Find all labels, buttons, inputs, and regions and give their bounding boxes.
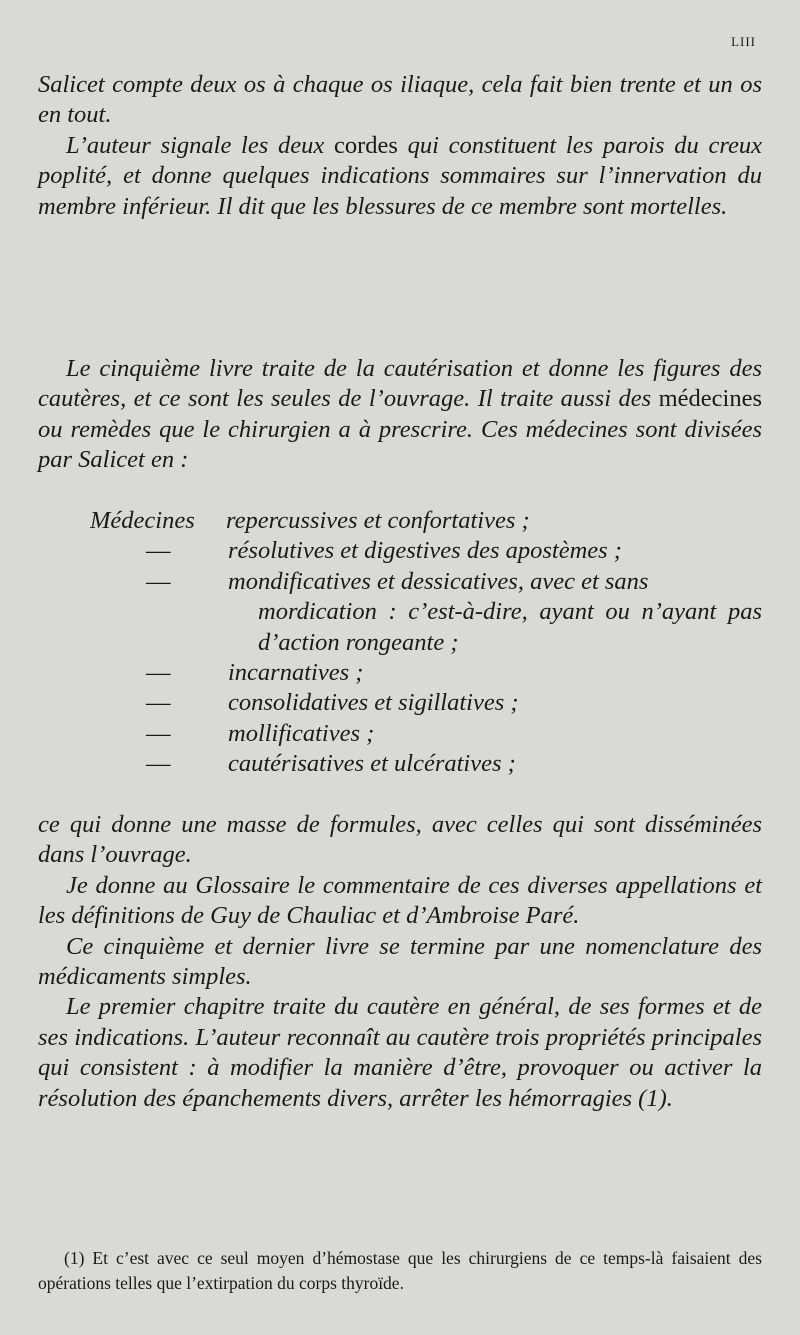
paragraph-block-3 [38,810,762,1114]
dash: — [146,567,171,595]
list-item [38,536,762,566]
list-item-text: cautérisatives et ulcératives ; [228,750,516,778]
dash: — [146,658,171,686]
footnote [38,1246,762,1296]
paragraph: Je donne au Glossaire le commentaire de ces diverses appellations et les définitions de Guy de Chauliac et d’Ambroise Paré. [38,871,762,930]
list-item-text: incarnatives ; [228,658,364,686]
paragraph: ce qui donne une masse de formules, avec celles qui sont disséminées dans l’ouvrage. [38,811,762,869]
paragraph: Salicet compte deux os à chaque os iliaque, cela fait bien trente et un os en tout. [38,71,762,129]
paragraph-block-2 [38,354,762,476]
list-item-text: mondificatives et dessicatives, avec et sans [228,567,649,595]
paragraph [38,131,762,222]
text-span: qui constituent les parois du creux poplité, et donne quelques indications sommaires sur l’innervation du membre inférieur. Il dit que les blessures de ce membre sont mortelles. [38,131,763,220]
text-span: cordes [333,131,398,159]
text-span: Le cinquième livre traite de la cautérisation et donne les figures des cautères, et ce sont les seules de l’ouvrage. Il traite aussi des [38,355,762,413]
list-item-text: repercussives et confortatives ; [226,507,530,534]
list-item-text: consolidatives et sigillatives ; [228,689,519,717]
list-lead: Médecines [90,507,195,534]
medicines-list [38,506,762,780]
text-span: ou remèdes que le chirurgien a à prescrire. Ces médecines sont divisées par Salicet en : [38,415,762,474]
list-item [38,719,762,749]
list-item [38,506,762,536]
text-span: L’auteur signale les deux [66,131,334,159]
list-item-text: résolutives et digestives des apostèmes ; [228,537,622,565]
page-number: LIII [731,34,756,49]
dash: — [146,537,171,565]
list-item [38,567,762,597]
list-item-continuation: mordication : c’est-à-dire, ayant ou n’ayant pas d’action rongeante ; [258,598,762,656]
list-item [38,749,762,779]
list-item [38,658,762,688]
dash: — [146,689,171,717]
footnote-text: (1) Et c’est avec ce seul moyen d’hémostase que les chirurgiens de ce temps-là faisaient des opérations telles que l’extirpation du corps thyroïde. [38,1248,762,1293]
text-span: médecines [658,385,762,413]
list-item-text: mollificatives ; [228,719,375,747]
dash: — [146,750,171,778]
paragraph: Ce cinquième et dernier livre se termine par une nomenclature des médicaments simples. [38,932,762,991]
paragraph-block-1 [38,70,762,222]
dash: — [146,719,171,747]
list-item [38,688,762,718]
paragraph [38,354,762,476]
paragraph: Le premier chapitre traite du cautère en général, de ses formes et de ses indications. L’auteur reconnaît au cautère trois propriétés principales qui consistent : à modifier la manière d’être, provoquer ou activer la résolution des épanchements divers, arrêter les hémorragies (1). [38,993,762,1112]
